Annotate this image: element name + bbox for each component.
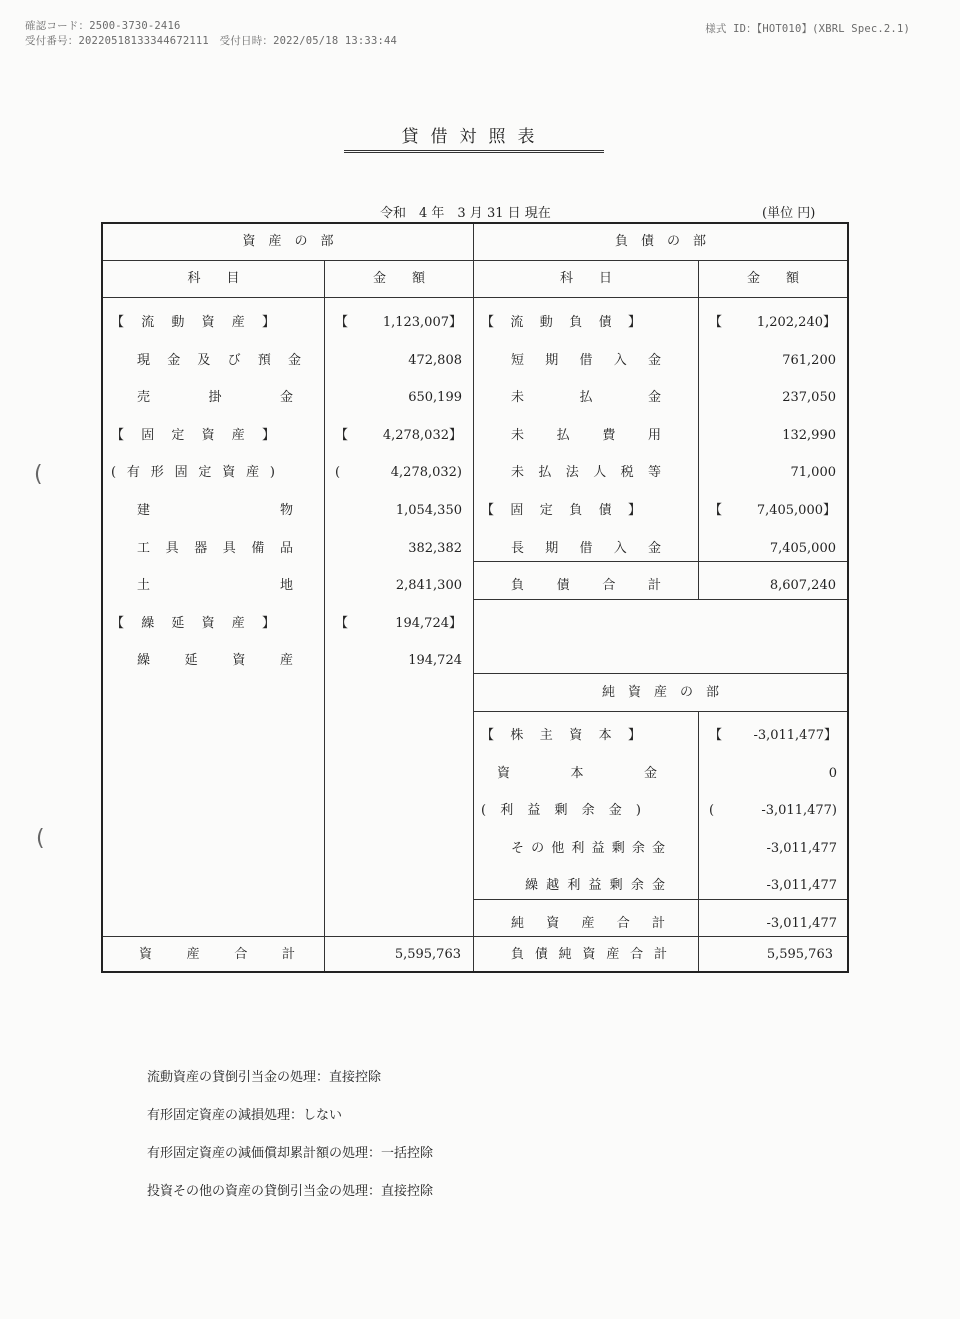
row-label: 建物 <box>137 503 293 518</box>
row-label: 【繰延資産】 <box>111 615 275 631</box>
rule <box>473 599 847 600</box>
row-label: 繰越利益剰余金 <box>525 878 665 894</box>
total-assets-label: 資産合計 <box>139 947 295 962</box>
rule <box>698 711 699 971</box>
page-title: 貸借対照表 <box>344 122 604 153</box>
row-open-bracket: 【 <box>335 615 349 631</box>
row-open-bracket: 【 <box>709 315 723 330</box>
note-line: 投資その他の資産の貸倒引当金の処理：直接控除 <box>147 1184 434 1199</box>
receipt-info: 受付番号：20220518133344672111 受付日時：2022/05/18 13:33:44 <box>25 35 398 47</box>
as-of-date: 令和 4 年 3 月 31 日 現在 <box>380 206 551 221</box>
row-label: (利益剰余金) <box>481 803 641 819</box>
row-amount: 761,200 <box>782 352 836 368</box>
confirm-code: 確認コード：2500-3730-2416 <box>25 20 181 32</box>
row-amount: 194,724 <box>408 653 462 669</box>
row-amount: 7,405,000 <box>769 540 836 556</box>
row-label: 負債合計 <box>511 578 661 594</box>
row-label: 【固定負債】 <box>481 503 641 518</box>
row-amount: 4,278,032) <box>390 465 462 481</box>
row-label: 未払金 <box>511 390 661 406</box>
row-amount: 2,841,300 <box>395 578 462 594</box>
total-liab-net-label: 負債純資産合計 <box>511 947 667 962</box>
row-label: 工具器具備品 <box>137 540 293 556</box>
row-label: (有形固定資産) <box>111 465 275 481</box>
row-label: 【固定資産】 <box>111 427 275 443</box>
row-label: 純資産合計 <box>511 916 665 931</box>
row-amount: 194,724】 <box>395 615 462 631</box>
row-label: 【流動資産】 <box>111 315 275 330</box>
rule <box>698 260 699 599</box>
row-amount: 472,808 <box>408 352 462 368</box>
row-amount: 0 <box>828 765 837 781</box>
row-label: 土地 <box>137 578 293 594</box>
total-liab-net-amount: 5,595,763 <box>766 947 833 962</box>
rule <box>473 711 847 712</box>
row-open-bracket: 【 <box>709 728 723 743</box>
note-line: 流動資産の貸倒引当金の処理：直接控除 <box>147 1070 382 1085</box>
row-label: 長期借入金 <box>511 540 661 556</box>
column-header-amount: 金 額 <box>746 271 799 286</box>
liabilities-section-header: 負 債 の 部 <box>614 234 706 249</box>
unit-label: (単位 円) <box>762 206 816 221</box>
row-open-bracket: 【 <box>709 503 723 518</box>
rule <box>473 899 847 900</box>
rule <box>103 936 847 937</box>
column-header-item: 科 目 <box>187 271 240 286</box>
rule <box>473 224 474 971</box>
row-label: 未払法人税等 <box>511 465 661 481</box>
document-header-left <box>25 19 397 49</box>
rule <box>103 297 847 298</box>
note-line: 有形固定資産の減損処理：しない <box>147 1108 343 1123</box>
column-header-item: 科 日 <box>559 271 612 286</box>
row-amount: 132,990 <box>782 427 836 443</box>
column-header-amount: 金 額 <box>372 271 425 286</box>
rule <box>473 561 847 562</box>
row-amount: 7,405,000】 <box>756 503 836 518</box>
row-open-bracket: 【 <box>335 315 349 330</box>
row-label: 【流動負債】 <box>481 315 641 330</box>
row-open-bracket: ( <box>709 803 715 819</box>
total-assets-amount: 5,595,763 <box>394 947 461 962</box>
rule <box>324 260 325 971</box>
row-amount: -3,011,477 <box>766 878 837 894</box>
row-amount: 237,050 <box>782 390 836 406</box>
net-assets-section-header: 純 資 産 の 部 <box>601 685 719 700</box>
row-amount: -3,011,477】 <box>753 728 837 743</box>
row-amount: 1,054,350 <box>395 503 462 518</box>
row-amount: 382,382 <box>408 540 462 556</box>
row-label: 資本金 <box>497 765 657 781</box>
rule <box>473 673 847 674</box>
row-label: 未払費用 <box>511 427 661 443</box>
row-amount: 650,199 <box>408 390 462 406</box>
row-amount: 8,607,240 <box>769 578 836 594</box>
form-id: 様式 ID：【HOT010】(XBRL Spec.2.1) <box>705 23 910 35</box>
row-amount: 1,202,240】 <box>756 315 836 330</box>
rule <box>103 260 847 261</box>
row-amount: -3,011,477) <box>761 803 837 819</box>
scan-mark: ( <box>34 462 43 487</box>
row-open-bracket: 【 <box>335 427 349 443</box>
row-amount: -3,011,477 <box>766 840 837 856</box>
row-label: 現金及び預金 <box>137 352 301 368</box>
balance-sheet-table <box>101 222 849 973</box>
scan-mark: ( <box>36 826 45 851</box>
row-label: 【株主資本】 <box>481 728 641 743</box>
row-label: 短期借入金 <box>511 352 661 368</box>
row-amount: 71,000 <box>790 465 836 481</box>
row-label: 繰延資産 <box>137 653 293 669</box>
assets-section-header: 資 産 の 部 <box>242 234 334 249</box>
row-label: 売掛金 <box>137 390 293 406</box>
note-line: 有形固定資産の減価償却累計額の処理：一括控除 <box>147 1146 434 1161</box>
row-label: その他利益剰余金 <box>511 840 665 856</box>
row-amount: 4,278,032】 <box>382 427 462 443</box>
row-open-bracket: ( <box>335 465 341 481</box>
row-amount: 1,123,007】 <box>382 315 462 330</box>
row-amount: -3,011,477 <box>766 916 837 931</box>
notes <box>147 1066 433 1218</box>
